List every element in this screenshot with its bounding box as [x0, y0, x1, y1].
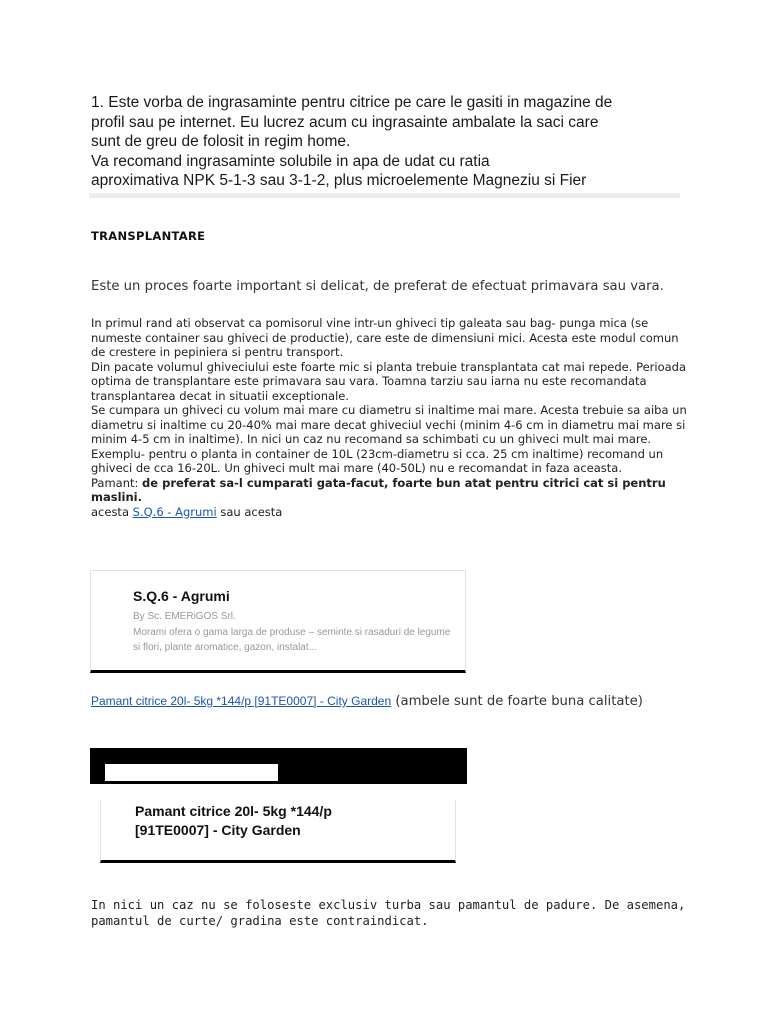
body-paragraph: Se cumpara un ghiveci cu volum mai mare cu diametru si inaltime mai mare. Acesta trebuie sa aiba un diametru si inaltime cu 20-40% mai mare decat ghiveciul vechi (minim 4-6 cm in diametru mai mare si minim 4-5 cm in inaltime). In nici un caz nu recomand sa schimbati cu un ghiveci mult mai mare. Exemplu- pentru o planta in container de 10L (23cm-diametru si cca. 25 cm inaltime) recomand un ghiveci de cca 16-20L. Un ghiveci mult mai mare (40-50L) nu e recomandat in faza aceasta.: [91, 403, 687, 475]
quality-note: (ambele sunt de foarte buna calitate): [391, 694, 643, 709]
acesta-text: acesta: [91, 504, 133, 519]
lead-paragraph: Este un proces foarte important si delicat, de preferat de efectuat primavara sau vara.: [91, 279, 664, 294]
pamant-citrice-paragraph: [91, 692, 691, 711]
card-byline: By Sc. EMERiGOS Srl.: [133, 611, 236, 622]
final-paragraph: In nici un caz nu se foloseste exclusiv turba sau pamantul de padure. De asemena, pamantul de curte/ gradina este contraindicat.: [91, 898, 686, 928]
intro-line: 1. Este vorba de ingrasaminte pentru citrice pe care le gasiti in magazine de: [91, 94, 613, 111]
body-text: [91, 316, 691, 519]
body-paragraph: In primul rand ati observat ca pomisorul vine intr-un ghiveci tip galeata sau bag- punga mica (se numeste container sau ghiveci de productie), care este de dimensiuni mici. Acesta este modul comun de crestere in pepiniera si pentru transport.: [91, 316, 679, 359]
section-heading: TRANSPLANTARE: [91, 229, 206, 243]
section-divider: [89, 193, 680, 198]
link-preview-card-agrumi[interactable]: [90, 570, 466, 673]
pamant-paragraph: [91, 476, 691, 505]
pamant-citrice-link[interactable]: Pamant citrice 20l- 5kg *144/p [91TE0007] - City Garden: [91, 694, 392, 708]
card-title[interactable]: Pamant citrice 20l- 5kg *144/p [91TE0007] - City Garden: [135, 803, 332, 838]
acesta-line: [91, 505, 691, 520]
body-paragraph: Din pacate volumul ghiveciului este foarte mic si planta trebuie transplantata cat mai repede. Perioada optima de transplantare este primavara sau vara. Toamna tarziu sau iarna nu este recomandata transplantarea decat in situatii exceptionale.: [91, 359, 687, 403]
sau-acesta-text: sau acesta: [216, 504, 283, 519]
image-placeholder: [105, 764, 278, 781]
intro-paragraph: [91, 93, 711, 191]
intro-line: sunt de greu de folosit in regim home.: [91, 133, 351, 150]
intro-line: Va recomand ingrasaminte solubile in apa de udat cu ratia: [91, 152, 490, 170]
intro-line: profil sau pe internet. Eu lucrez acum cu ingrasainte ambalate la saci care: [91, 113, 599, 131]
card-title[interactable]: S.Q.6 - Agrumi: [133, 588, 230, 604]
pamant-bold-text: de preferat sa-l cumparati gata-facut, foarte bun atat pentru citrici cat si pentru maslini.: [91, 475, 666, 504]
sq6-agrumi-link[interactable]: S.Q.6 - Agrumi: [132, 504, 217, 519]
card-description: Morami ofera o gama larga de produse – seminte si rasaduri de legume si flori, plante aromatice, gazon, instalat...: [133, 627, 451, 653]
link-preview-card-city-garden[interactable]: [100, 800, 456, 863]
intro-line: aproximativa NPK 5-1-3 sau 3-1-2, plus microelemente Magneziu si Fier: [91, 172, 587, 189]
pamant-label: Pamant:: [91, 475, 143, 490]
